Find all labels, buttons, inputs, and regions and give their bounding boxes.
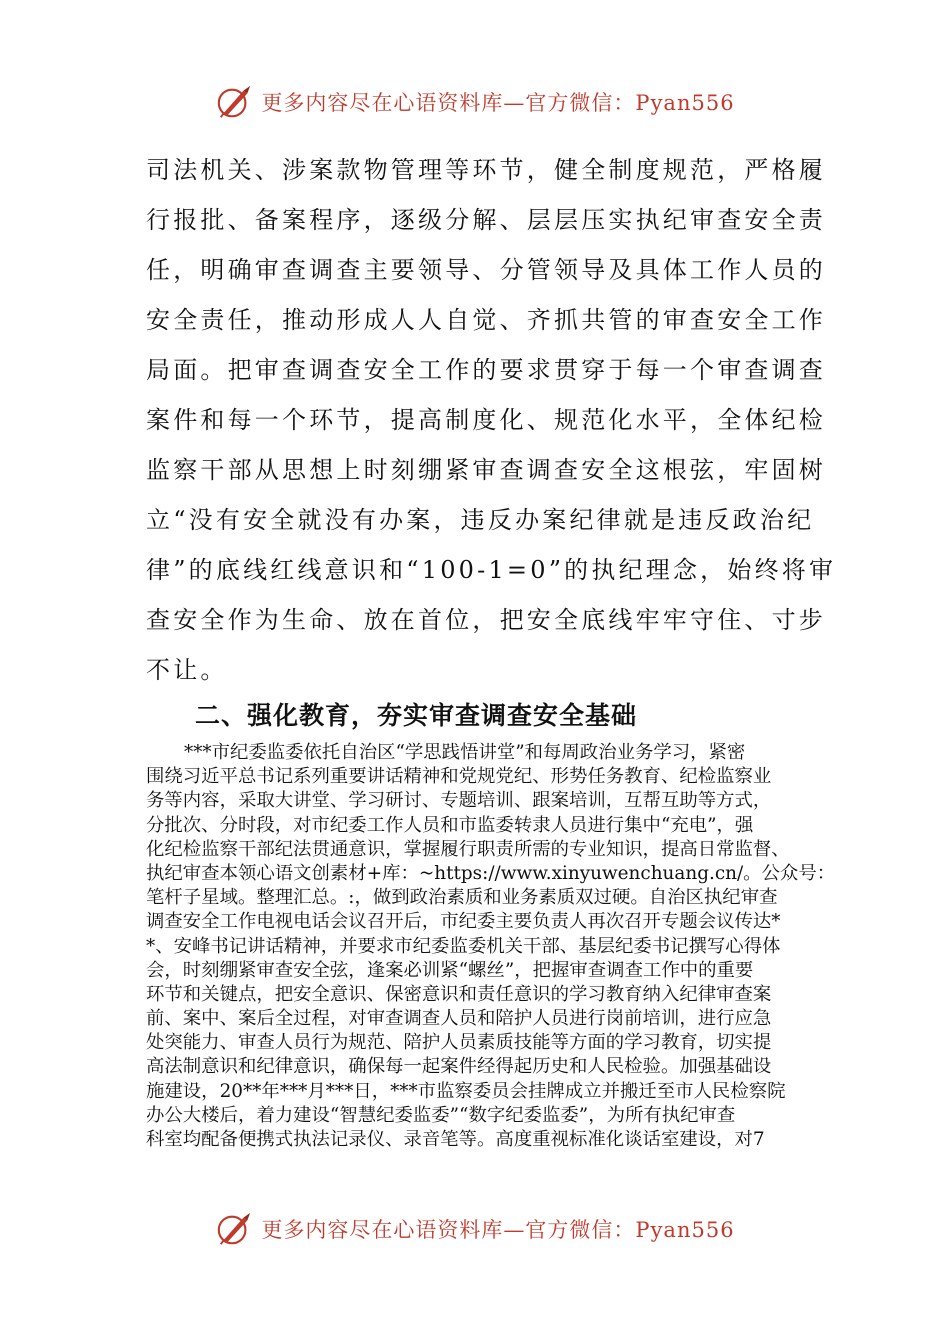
paragraph-line: 分批次、分时段，对市纪委工作人员和市监委转隶人员进行集中“充电”，强: [146, 814, 754, 836]
body-line: 局面。把审查调查安全工作的要求贯穿于每一个审查调查: [146, 356, 826, 384]
body-line: 律”的底线红线意识和“100-1=0”的执纪理念，始终将审: [146, 556, 837, 584]
footer-banner: [0, 1207, 950, 1251]
paragraph-line: ***市纪委监委依托自治区“学思践悟讲堂”和每周政治业务学习，紧密: [184, 742, 746, 763]
body-line: 查安全作为生命、放在首位，把安全底线牢牢守住、寸步: [146, 606, 826, 634]
paragraph-line: 务等内容，采取大讲堂、学习研讨、专题培训、跟案培训，互帮互助等方式，: [146, 790, 772, 812]
body-line: 任，明确审查调查主要领导、分管领导及具体工作人员的: [146, 256, 826, 284]
banner-text: 更多内容尽在心语资料库—官方微信：Pyan556: [261, 91, 735, 115]
paragraph-line: 执纪审查本领心语文创素材+库：~https://www.xinyuwenchuang.cn/。公众号：: [146, 862, 836, 884]
section-heading: 二、强化教育，夯实审查调查安全基础: [195, 701, 638, 730]
body-line: 司法机关、涉案款物管理等环节，健全制度规范，严格履: [146, 156, 826, 184]
paragraph-line: 科室均配备便携式执法记录仪、录音笔等。高度重视标准化谈话室建设，对7: [146, 1129, 765, 1150]
paragraph-line: 办公大楼后，着力建设“智慧纪委监委”“数字纪委监委”，为所有执纪审查: [146, 1104, 736, 1126]
paragraph-block: [146, 741, 836, 1152]
paragraph-line: 环节和关键点，把安全意识、保密意识和责任意识的学习教育纳入纪律审查案: [146, 983, 772, 1005]
paragraph-line: *、安峰书记讲话精神，并要求市纪委监委机关干部、基层纪委书记撰写心得体: [146, 935, 781, 957]
paragraph-line: 施建设，20**年***月***日，***市监察委员会挂牌成立并搬迁至市人民检察院: [146, 1080, 786, 1102]
paragraph-line: 前、案中、案后全过程，对审查调查人员和陪护人员进行岗前培训，进行应急: [146, 1008, 772, 1030]
header-banner: [0, 80, 950, 124]
paragraph-line: 会，时刻绷紧审查安全弦，逢案必训紧“螺丝”，把握审查调查工作中的重要: [146, 959, 754, 981]
paragraph-line: 调查安全工作电视电话会议召开后，市纪委主要负责人再次召开专题会议传达*: [146, 911, 781, 933]
paragraph-line: 笔杆子星域。整理汇总。:，做到政治素质和业务素质双过硬。自治区执纪审查: [146, 887, 778, 909]
body-line: 监察干部从思想上时刻绷紧审查调查安全这根弦，牢固树: [146, 456, 826, 484]
paragraph-line: 围绕习近平总书记系列重要讲话精神和党规党纪、形势任务教育、纪检监察业: [146, 766, 772, 788]
body-line: 案件和每一个环节，提高制度化、规范化水平，全体纪检: [146, 406, 826, 434]
body-line: 立“没有安全就没有办案，违反办案纪律就是违反政治纪: [146, 506, 815, 534]
banner-text: 更多内容尽在心语资料库—官方微信：Pyan556: [261, 1218, 735, 1242]
paragraph-line: 化纪检监察干部纪法贯通意识，掌握履行职责所需的专业知识，提高日常监督、: [146, 838, 790, 860]
body-line: 不让。: [146, 656, 228, 684]
paragraph-line: 高法制意识和纪律意识，确保每一起案件经得起历史和人民检验。加强基础设: [146, 1056, 772, 1078]
body-line: 安全责任，推动形成人人自觉、齐抓共管的审查安全工作: [146, 306, 826, 334]
quill-pen-logo-icon: [215, 83, 253, 121]
body-text-block: [146, 145, 837, 695]
body-line: 行报批、备案程序，逐级分解、层层压实执纪审查安全责: [146, 206, 826, 234]
paragraph-line: 处突能力、审查人员行为规范、陪护人员素质技能等方面的学习教育，切实提: [146, 1032, 772, 1054]
quill-pen-logo-icon: [215, 1210, 253, 1248]
